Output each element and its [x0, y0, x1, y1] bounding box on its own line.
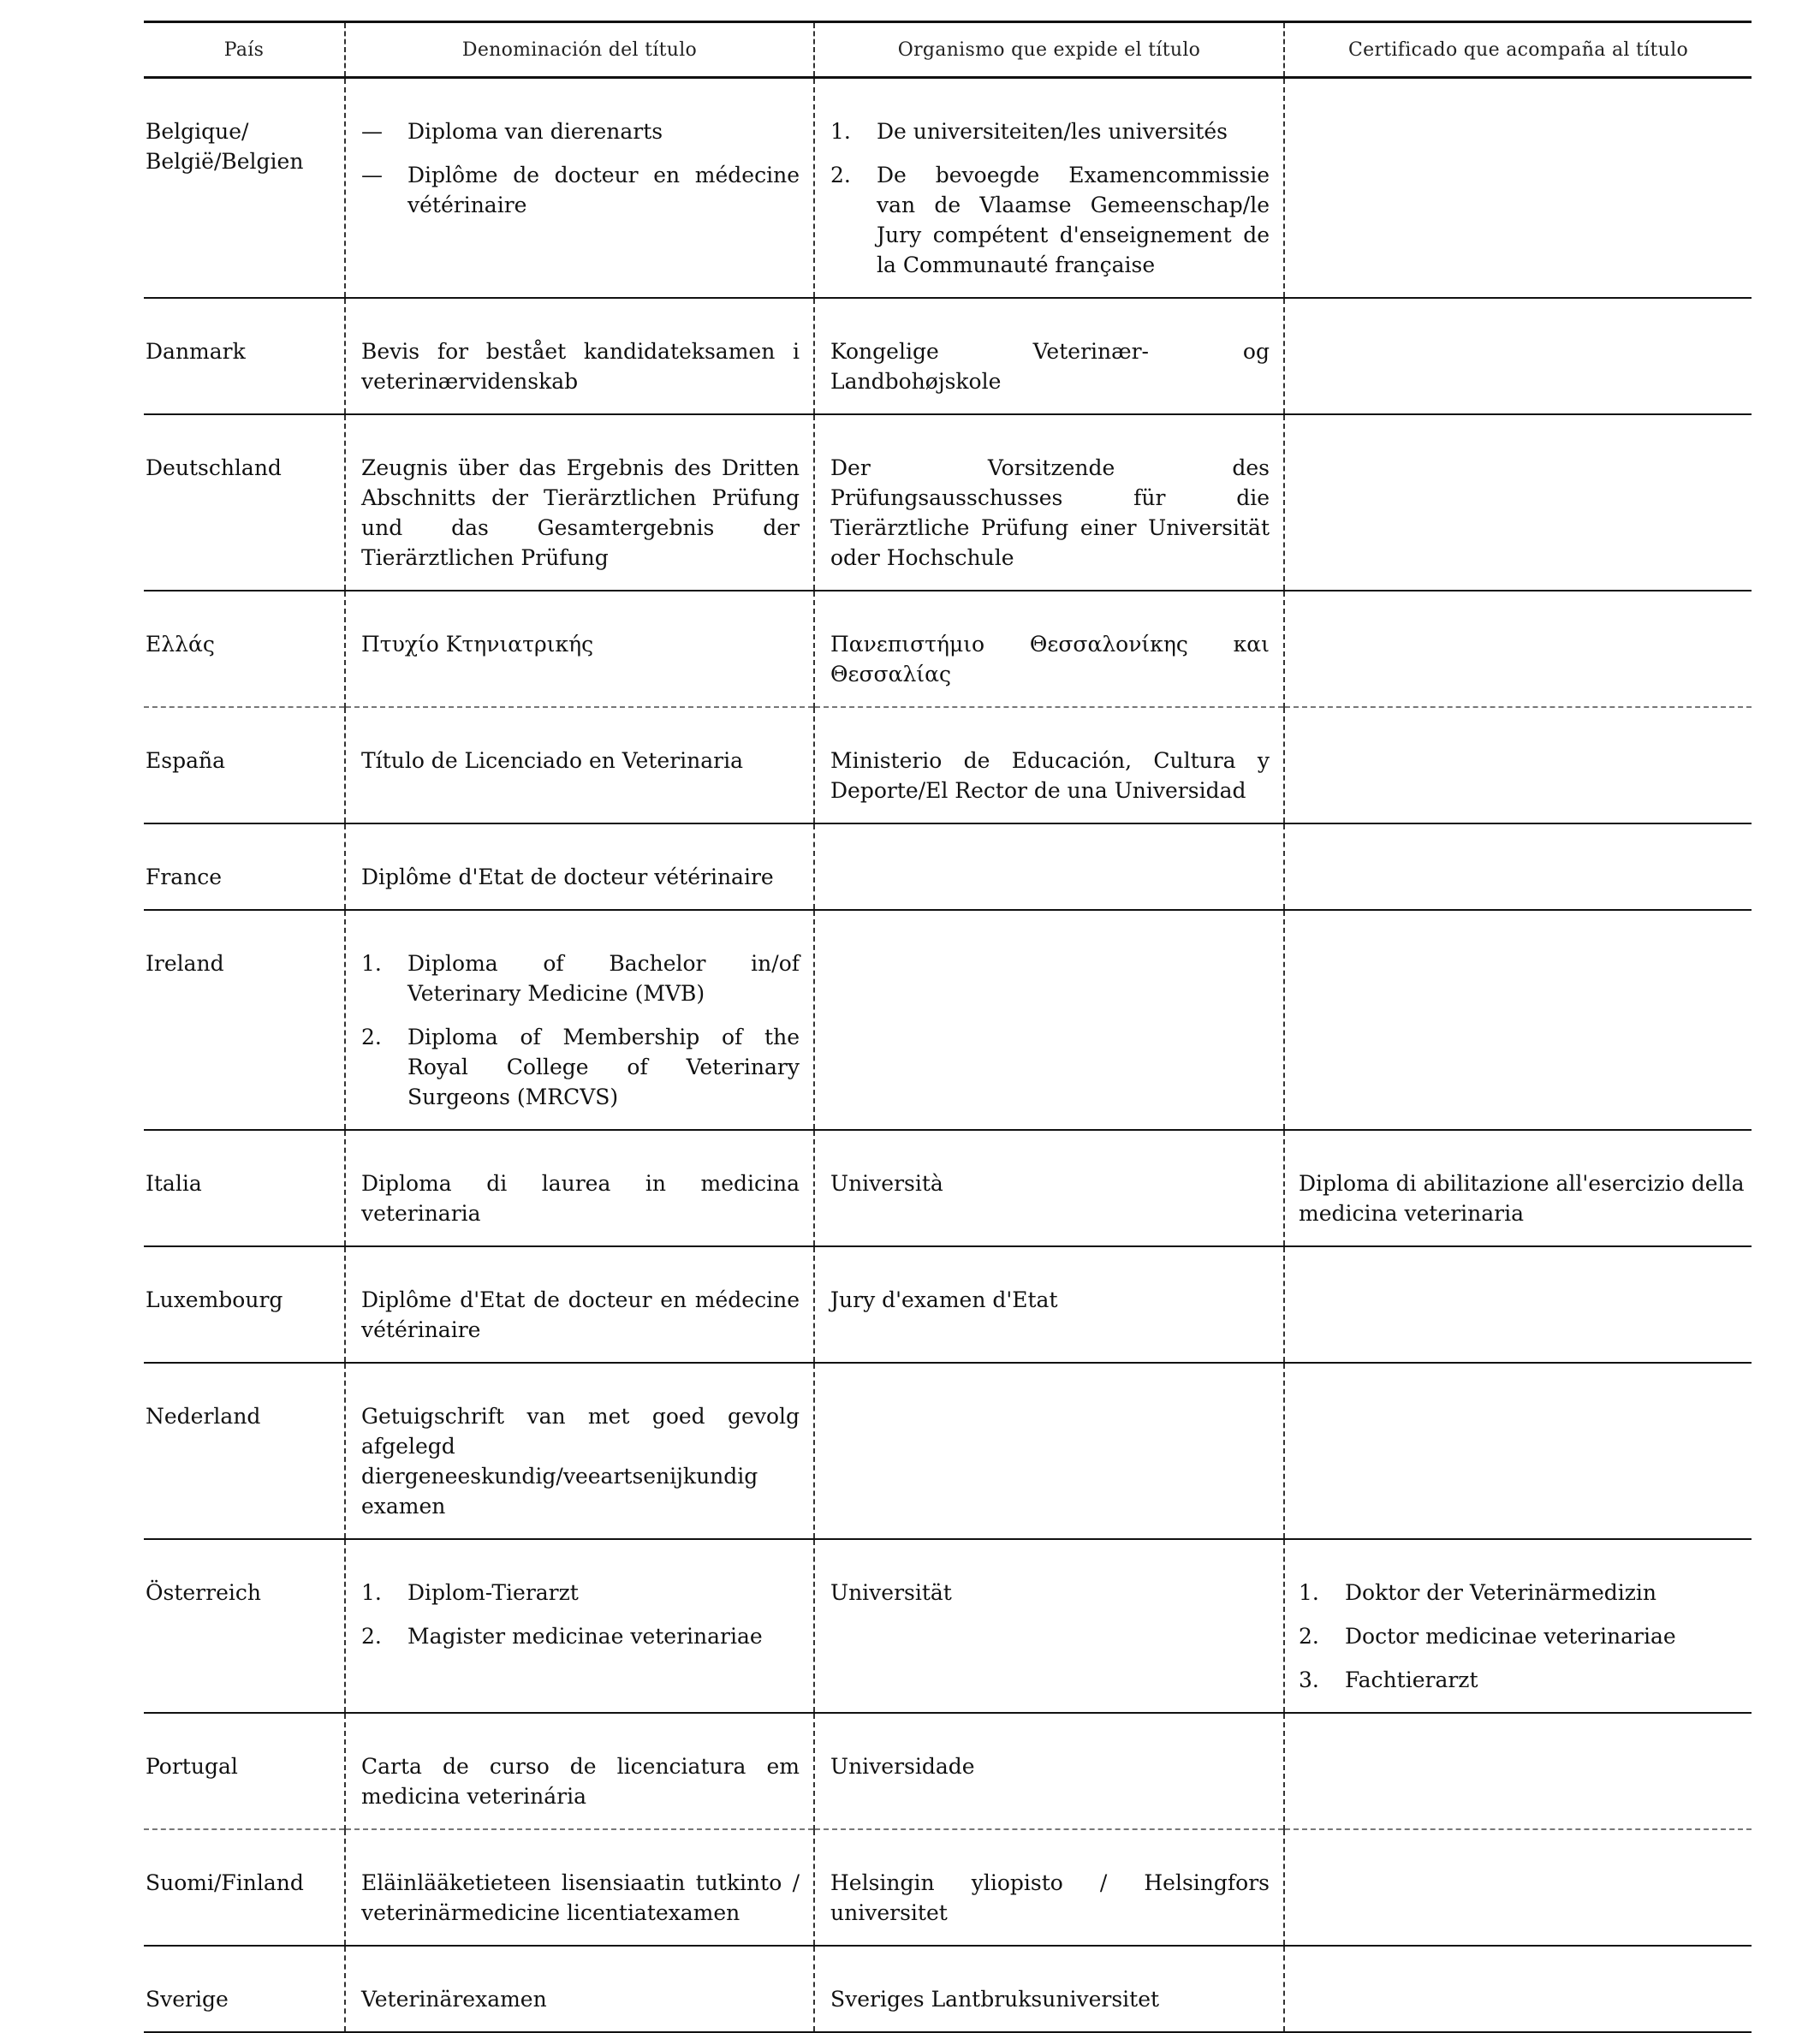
- document-page: [144, 21, 1752, 2033]
- awarding-body-cell: [814, 1130, 1284, 1246]
- country-cell: [144, 1539, 345, 1713]
- diploma-title-text: Bevis for bestået kandidateksamen i veterinærvidenskab: [361, 339, 800, 394]
- header-body: Organismo que expide el título: [814, 22, 1284, 78]
- diploma-title-item: [361, 1621, 800, 1651]
- awarding-body-text: Helsingin yliopisto / Helsingfors universitet: [830, 1870, 1270, 1925]
- certificate-cell: [1284, 1246, 1752, 1363]
- item-text: De bevoegde Examencommissie van de Vlaamse Gemeenschap/le Jury compétent d'enseignement de la Communauté française: [877, 163, 1270, 277]
- diploma-title-text: Carta de curso de licenciatura em medicina veterinária: [361, 1754, 800, 1809]
- diploma-title-cell: [345, 707, 814, 823]
- diploma-title-cell: [345, 1363, 814, 1539]
- item-text: Fachtierarzt: [1345, 1667, 1478, 1692]
- country-cell: [144, 1713, 345, 1829]
- certificate-cell: [1284, 910, 1752, 1130]
- country-cell: [144, 298, 345, 414]
- item-marker: —: [361, 119, 383, 144]
- awarding-body-text: Sveriges Lantbruksuniversitet: [830, 1987, 1160, 2012]
- diploma-title-text: Eläinlääketieteen lisensiaatin tutkinto / veterinärmedicine licentiatexamen: [361, 1870, 800, 1925]
- diploma-title-cell: [345, 1539, 814, 1713]
- certificate-cell: [1284, 1130, 1752, 1246]
- table-row: [144, 707, 1752, 823]
- country-name: Nederland: [146, 1404, 261, 1429]
- table-row: [144, 1829, 1752, 1946]
- awarding-body-cell: [814, 1713, 1284, 1829]
- country-cell: [144, 1946, 345, 2032]
- awarding-body-cell: [814, 414, 1284, 591]
- awarding-body-text: Jury d'examen d'Etat: [830, 1287, 1058, 1312]
- country-cell: [144, 414, 345, 591]
- table-row: [144, 823, 1752, 910]
- diploma-title-text: Diplôme d'Etat de docteur en médecine vétérinaire: [361, 1287, 800, 1342]
- table-row: [144, 1363, 1752, 1539]
- awarding-body-item: [830, 116, 1270, 146]
- diploma-title-text: Diploma di laurea in medicina veterinaria: [361, 1171, 800, 1226]
- header-country: País: [144, 22, 345, 78]
- item-text: Diplôme de docteur en médecine vétérinaire: [407, 163, 800, 217]
- awarding-body-text: Der Vorsitzende des Prüfungsausschusses für die Tierärztliche Prüfung einer Universität oder Hochschule: [830, 455, 1270, 570]
- certificate-cell: [1284, 78, 1752, 299]
- diploma-title-item: [361, 160, 800, 220]
- certificate-cell: [1284, 1539, 1752, 1713]
- awarding-body-text: Universidade: [830, 1754, 975, 1779]
- country-cell: [144, 591, 345, 707]
- country-cell: [144, 1829, 345, 1946]
- diploma-title-text: Getuigschrift van met goed gevolg afgelegd diergeneeskundig/veeartsenijkundig examen: [361, 1404, 800, 1519]
- item-marker: 1.: [1299, 1580, 1319, 1605]
- country-name: Belgique/ België/Belgien: [146, 119, 304, 174]
- item-text: Diploma of Membership of the Royal College of Veterinary Surgeons (MRCVS): [407, 1025, 800, 1109]
- item-marker: —: [361, 163, 383, 187]
- diploma-title-cell: [345, 298, 814, 414]
- awarding-body-cell: [814, 910, 1284, 1130]
- diploma-title-cell: [345, 1713, 814, 1829]
- country-name: Ireland: [146, 951, 224, 976]
- item-text: Diplom-Tierarzt: [407, 1580, 579, 1605]
- diploma-table: [144, 21, 1752, 2033]
- item-marker: 3.: [1299, 1667, 1319, 1692]
- country-cell: [144, 707, 345, 823]
- awarding-body-list: [830, 116, 1270, 280]
- awarding-body-cell: [814, 298, 1284, 414]
- certificate-cell: [1284, 1829, 1752, 1946]
- certificate-item: [1299, 1578, 1752, 1608]
- diploma-title-text: Veterinärexamen: [361, 1987, 547, 2012]
- header-title: Denominación del título: [345, 22, 814, 78]
- certificate-item: [1299, 1621, 1752, 1651]
- item-marker: 1.: [361, 951, 382, 976]
- item-text: De universiteiten/les universités: [877, 119, 1228, 144]
- diploma-title-item: [361, 1578, 800, 1608]
- country-name: Deutschland: [146, 455, 282, 480]
- item-text: Doktor der Veterinärmedizin: [1345, 1580, 1657, 1605]
- awarding-body-cell: [814, 1246, 1284, 1363]
- diploma-title-cell: [345, 1130, 814, 1246]
- awarding-body-text: Kongelige Veterinær- og Landbohøjskole: [830, 339, 1270, 394]
- country-name: Ελλάς: [146, 632, 215, 657]
- awarding-body-cell: [814, 1539, 1284, 1713]
- diploma-title-text: Título de Licenciado en Veterinaria: [361, 748, 743, 773]
- table-header: [144, 22, 1752, 78]
- table-body: [144, 78, 1752, 2033]
- certificate-cell: [1284, 1363, 1752, 1539]
- certificate-item: [1299, 1665, 1752, 1695]
- awarding-body-text: Universität: [830, 1580, 952, 1605]
- certificate-cell: [1284, 823, 1752, 910]
- certificate-cell: [1284, 414, 1752, 591]
- awarding-body-text: Ministerio de Educación, Cultura y Deporte/El Rector de una Universidad: [830, 748, 1270, 803]
- header-row: [144, 22, 1752, 78]
- certificate-cell: [1284, 1946, 1752, 2032]
- item-marker: 2.: [830, 163, 851, 187]
- country-cell: [144, 78, 345, 299]
- diploma-title-cell: [345, 414, 814, 591]
- country-name: España: [146, 748, 225, 773]
- country-cell: [144, 823, 345, 910]
- item-marker: 1.: [830, 119, 851, 144]
- awarding-body-cell: [814, 591, 1284, 707]
- country-name: Sverige: [146, 1987, 229, 2012]
- item-marker: 2.: [361, 1624, 382, 1649]
- certificate-cell: [1284, 298, 1752, 414]
- item-text: Magister medicinae veterinariae: [407, 1624, 763, 1649]
- diploma-title-item: [361, 1022, 800, 1112]
- diploma-title-cell: [345, 1829, 814, 1946]
- item-marker: 2.: [361, 1025, 382, 1049]
- table-row: [144, 591, 1752, 707]
- table-row: [144, 298, 1752, 414]
- country-name: Österreich: [146, 1580, 261, 1605]
- diploma-title-item: [361, 948, 800, 1008]
- certificate-cell: [1284, 591, 1752, 707]
- table-row: [144, 1946, 1752, 2032]
- country-name: Portugal: [146, 1754, 238, 1779]
- table-row: [144, 1130, 1752, 1246]
- diploma-title-list: [361, 116, 800, 220]
- certificate-cell: [1284, 1713, 1752, 1829]
- item-marker: 1.: [361, 1580, 382, 1605]
- diploma-title-cell: [345, 78, 814, 299]
- awarding-body-cell: [814, 1363, 1284, 1539]
- diploma-title-text: Πτυχίο Κτηνιατρικής: [361, 632, 594, 657]
- table-row: [144, 78, 1752, 299]
- item-text: Doctor medicinae veterinariae: [1345, 1624, 1676, 1649]
- certificate-text: Diploma di abilitazione all'esercizio della medicina veterinaria: [1299, 1171, 1745, 1226]
- country-name: Danmark: [146, 339, 246, 364]
- country-cell: [144, 1130, 345, 1246]
- table-row: [144, 414, 1752, 591]
- awarding-body-cell: [814, 707, 1284, 823]
- table-row: [144, 1713, 1752, 1829]
- country-cell: [144, 1363, 345, 1539]
- certificate-cell: [1284, 707, 1752, 823]
- table-row: [144, 910, 1752, 1130]
- country-cell: [144, 910, 345, 1130]
- country-name: France: [146, 865, 223, 889]
- header-cert: Certificado que acompaña al título: [1284, 22, 1752, 78]
- table-row: [144, 1246, 1752, 1363]
- table-row: [144, 1539, 1752, 1713]
- awarding-body-cell: [814, 1946, 1284, 2032]
- diploma-title-item: [361, 116, 800, 146]
- item-text: Diploma of Bachelor in/of Veterinary Medicine (MVB): [407, 951, 800, 1006]
- awarding-body-cell: [814, 823, 1284, 910]
- diploma-title-cell: [345, 591, 814, 707]
- diploma-title-list: [361, 1578, 800, 1651]
- country-name: Italia: [146, 1171, 202, 1196]
- awarding-body-text: Università: [830, 1171, 943, 1196]
- diploma-title-cell: [345, 823, 814, 910]
- diploma-title-cell: [345, 910, 814, 1130]
- diploma-title-cell: [345, 1246, 814, 1363]
- diploma-title-list: [361, 948, 800, 1112]
- diploma-title-cell: [345, 1946, 814, 2032]
- country-cell: [144, 1246, 345, 1363]
- country-name: Luxembourg: [146, 1287, 283, 1312]
- awarding-body-cell: [814, 1829, 1284, 1946]
- awarding-body-item: [830, 160, 1270, 280]
- certificate-list: [1299, 1578, 1752, 1695]
- awarding-body-cell: [814, 78, 1284, 299]
- country-name: Suomi/Finland: [146, 1870, 304, 1895]
- diploma-title-text: Zeugnis über das Ergebnis des Dritten Abschnitts der Tierärztlichen Prüfung und das Gesamtergebnis der Tierärztlichen Prüfung: [361, 455, 800, 570]
- awarding-body-text: Πανεπιστήμιο Θεσσαλονίκης και Θεσσαλίας: [830, 632, 1270, 687]
- item-marker: 2.: [1299, 1624, 1319, 1649]
- diploma-title-text: Diplôme d'Etat de docteur vétérinaire: [361, 865, 774, 889]
- item-text: Diploma van dierenarts: [407, 119, 663, 144]
